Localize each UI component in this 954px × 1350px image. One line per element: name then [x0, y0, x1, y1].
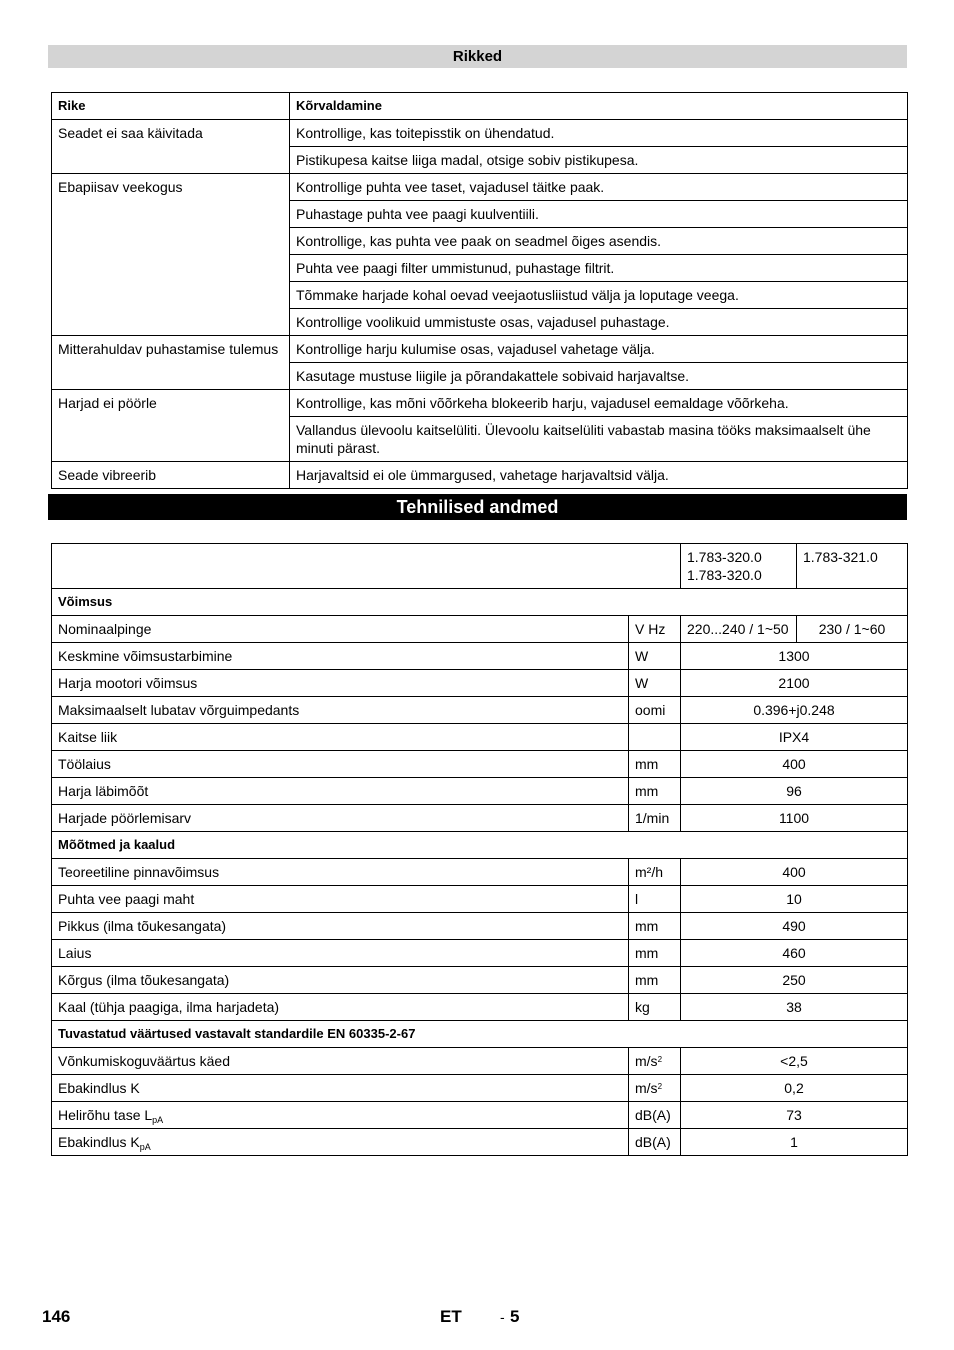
section-number: 5 — [510, 1307, 520, 1326]
spec-unit: dB(A) — [629, 1129, 681, 1156]
spec-label: Puhta vee paagi maht — [52, 886, 629, 913]
spec-row — [52, 967, 908, 994]
spec-label: Kaal (tühja paagiga, ilma harjadeta) — [52, 994, 629, 1021]
spec-row — [52, 697, 908, 724]
footer-dash: - — [500, 1309, 505, 1325]
spec-value: 460 — [681, 940, 908, 967]
section-vibration: Tuvastatud väärtused vastavalt standardile EN 60335-2-67 — [52, 1021, 908, 1048]
spec-label: Ebakindlus K — [52, 1075, 629, 1102]
spec-label: Ebakindlus $K_{pA}$ — [52, 1129, 629, 1156]
spec-unit — [629, 724, 681, 751]
spec-row — [52, 643, 908, 670]
remedy-cell: Vallandus ülevoolu kaitselüliti. Ülevoolu kaitselüliti vabastab masina tööks maksimaalselt ühe minuti pärast. — [290, 417, 908, 462]
spec-unit: W — [629, 643, 681, 670]
spec-row — [52, 994, 908, 1021]
spec-label: Teoreetiline pinnavõimsus — [52, 859, 629, 886]
spec-label: Laius — [52, 940, 629, 967]
spec-label: Harjade pöörlemisarv — [52, 805, 629, 832]
fault-row — [52, 336, 908, 363]
spec-row — [52, 670, 908, 697]
spec-unit: mm — [629, 913, 681, 940]
remedy-cell: Kontrollige puhta vee taset, vajadusel täitke paak. — [290, 174, 908, 201]
spec-unit: mm — [629, 940, 681, 967]
fault-row — [52, 174, 908, 201]
spec-value: 1300 — [681, 643, 908, 670]
spec-unit: oomi — [629, 697, 681, 724]
remedy-cell: Kontrollige harju kulumise osas, vajadusel vahetage välja. — [290, 336, 908, 363]
fault-cell: Seadet ei saa käivitada — [52, 120, 290, 174]
spec-value: <2,5 — [681, 1048, 908, 1075]
fault-cell: Seade vibreerib — [52, 462, 290, 489]
spec-label: Nominaalpinge — [52, 616, 629, 643]
language-code: ET — [440, 1307, 462, 1326]
spec-unit: $m/s^2$ — [629, 1075, 681, 1102]
spec-unit: mm — [629, 778, 681, 805]
remedy-cell: Kontrollige, kas mõni võõrkeha blokeerib harju, vajadusel eemaldage võõrkeha. — [290, 390, 908, 417]
fault-row — [52, 462, 908, 489]
fault-cell: Ebapiisav veekogus — [52, 174, 290, 336]
spec-row — [52, 1129, 908, 1156]
spec-unit: dB(A) — [629, 1102, 681, 1129]
remedy-cell: Kasutage mustuse liigile ja põrandakattele sobivaid harjavaltse. — [290, 363, 908, 390]
spec-unit: m²/h — [629, 859, 681, 886]
spec-row — [52, 1048, 908, 1075]
model-number-1: 1.783-320.0 1.783-320.0 — [681, 544, 797, 589]
spec-label: Võnkumiskoguväärtus käed — [52, 1048, 629, 1075]
spec-unit: 1/min — [629, 805, 681, 832]
faults-header-row — [52, 93, 908, 120]
remedy-cell: Kontrollige, kas toitepisstik on ühendatud. — [290, 120, 908, 147]
models-row — [52, 544, 908, 589]
spec-label: Keskmine võimsustarbimine — [52, 643, 629, 670]
remedy-cell: Tõmmake harjade kohal oevad veejaotusliistud välja ja loputage veega. — [290, 282, 908, 309]
spec-unit: kg — [629, 994, 681, 1021]
spec-value: 0,2 — [681, 1075, 908, 1102]
spec-label: Kaitse liik — [52, 724, 629, 751]
remedy-cell: Harjavaltsid ei ole ümmargused, vahetage harjavaltsid välja. — [290, 462, 908, 489]
section-header-tech: Tehnilised andmed — [48, 494, 907, 520]
spec-label: Helirõhu tase $L_{pA}$ — [52, 1102, 629, 1129]
section-dimensions: Mõõtmed ja kaalud — [52, 832, 908, 859]
spec-value: 10 — [681, 886, 908, 913]
spec-value: 250 — [681, 967, 908, 994]
faults-table — [51, 92, 908, 489]
spec-row — [52, 778, 908, 805]
model-number-2: 1.783-321.0 — [797, 544, 908, 589]
fault-cell: Harjad ei pöörle — [52, 390, 290, 462]
spec-unit: $m/s^2$ — [629, 1048, 681, 1075]
spec-value-model1: 220...240 / 1~50 — [681, 616, 797, 643]
spec-row — [52, 859, 908, 886]
spec-label: Kõrgus (ilma tõukesangata) — [52, 967, 629, 994]
spec-row — [52, 913, 908, 940]
spec-unit: mm — [629, 967, 681, 994]
spec-unit: mm — [629, 751, 681, 778]
spec-value-model2: 230 / 1~60 — [797, 616, 908, 643]
spec-value: 2100 — [681, 670, 908, 697]
spec-label: Maksimaalselt lubatav võrguimpedants — [52, 697, 629, 724]
spec-value: 73 — [681, 1102, 908, 1129]
remedy-cell: Pistikupesa kaitse liiga madal, otsige sobiv pistikupesa. — [290, 147, 908, 174]
spec-unit: V Hz — [629, 616, 681, 643]
remedy-cell: Puhta vee paagi filter ummistunud, puhastage filtrit. — [290, 255, 908, 282]
spec-value: IPX4 — [681, 724, 908, 751]
spec-label: Pikkus (ilma tõukesangata) — [52, 913, 629, 940]
spec-row — [52, 724, 908, 751]
remedy-cell: Kontrollige, kas puhta vee paak on seadmel õiges asendis. — [290, 228, 908, 255]
spec-value: 38 — [681, 994, 908, 1021]
column-header-fault: Rike — [52, 93, 290, 120]
fault-row — [52, 390, 908, 417]
spec-label: Töölaius — [52, 751, 629, 778]
spec-value: 1 — [681, 1129, 908, 1156]
remedy-cell: Kontrollige voolikuid ummistuste osas, vajadusel puhastage. — [290, 309, 908, 336]
spec-value: 490 — [681, 913, 908, 940]
spec-value: 400 — [681, 859, 908, 886]
spec-row — [52, 805, 908, 832]
spec-unit: W — [629, 670, 681, 697]
spec-row-nominal — [52, 616, 908, 643]
column-header-remedy: Kõrvaldamine — [290, 93, 908, 120]
spec-value: 0.396+j0.248 — [681, 697, 908, 724]
spec-value: 400 — [681, 751, 908, 778]
fault-cell: Mitterahuldav puhastamise tulemus — [52, 336, 290, 390]
spec-row — [52, 1075, 908, 1102]
section-power: Võimsus — [52, 589, 908, 616]
fault-row — [52, 120, 908, 147]
spec-value: 96 — [681, 778, 908, 805]
spec-row — [52, 1102, 908, 1129]
spec-label: Harja mootori võimsus — [52, 670, 629, 697]
spec-row — [52, 751, 908, 778]
remedy-cell: Puhastage puhta vee paagi kuulventiili. — [290, 201, 908, 228]
tech-data-table — [51, 543, 908, 1156]
spec-row — [52, 940, 908, 967]
spec-unit: l — [629, 886, 681, 913]
page-number: 146 — [42, 1307, 71, 1326]
spec-value: 1100 — [681, 805, 908, 832]
spec-label: Harja läbimõõt — [52, 778, 629, 805]
spec-row — [52, 886, 908, 913]
section-header-faults: Rikked — [48, 45, 907, 68]
